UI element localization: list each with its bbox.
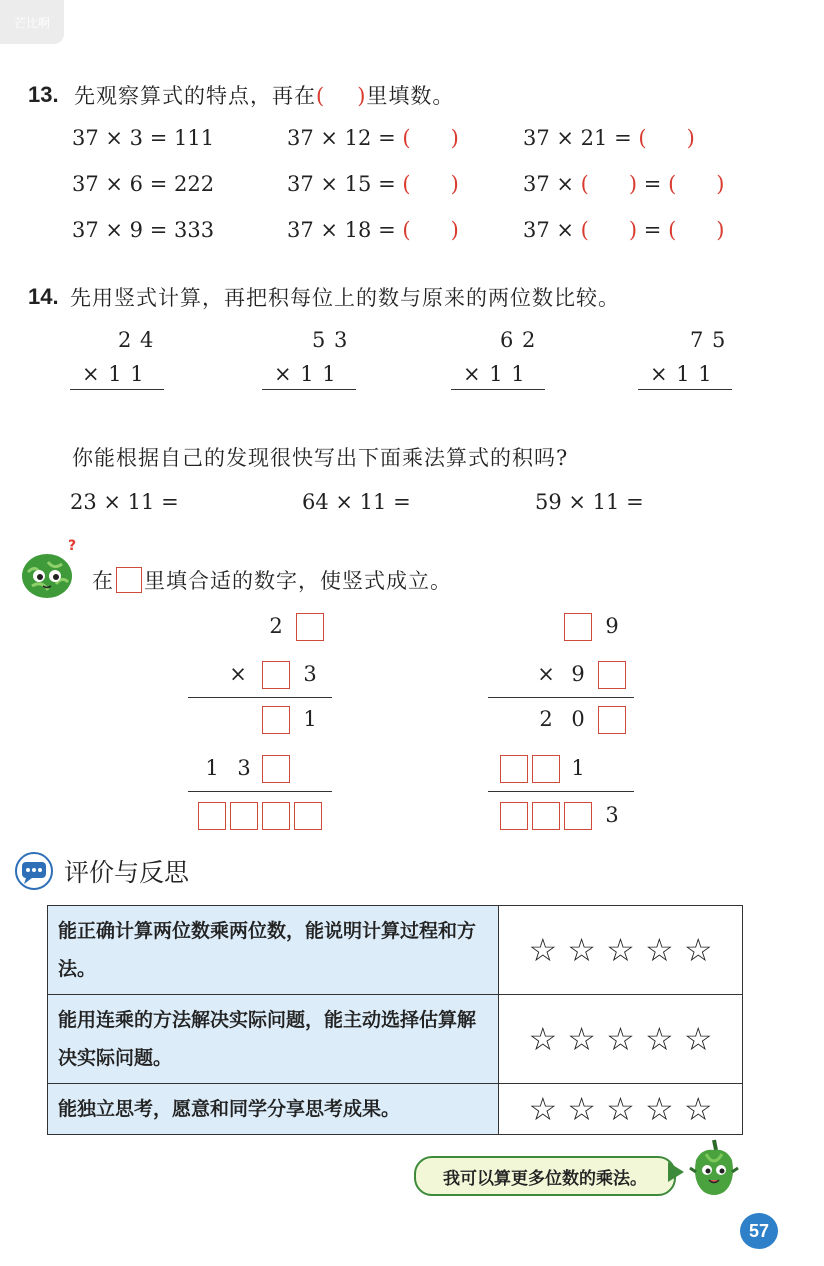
puzzle-input-box[interactable]	[262, 661, 290, 689]
speech-bubble-tail	[668, 1162, 684, 1182]
q13-instruction: 先观察算式的特点，再在( )里填数。	[74, 84, 455, 108]
puzzle-input-box[interactable]	[262, 755, 290, 783]
q13-equation: 37 × 18 = ( )	[287, 218, 459, 242]
answer-blank[interactable]: ( )	[580, 172, 638, 196]
criterion-cell: 能正确计算两位数乘两位数，能说明计算过程和方法。	[48, 906, 499, 995]
vertical-top: 6 2	[500, 328, 536, 352]
evaluation-table	[47, 905, 743, 1135]
puzzle-input-box[interactable]	[500, 755, 528, 783]
puzzle-digit: 3	[303, 662, 317, 686]
puzzle-input-box[interactable]	[598, 706, 626, 734]
puzzle-digit: 1	[303, 707, 317, 731]
vertical-top: 2 4	[118, 328, 154, 352]
chat-bubble-icon	[14, 852, 54, 890]
q14-equation: 23 × 11 =	[70, 490, 179, 514]
multiply-sign: ×	[229, 662, 247, 686]
q14-equation: 59 × 11 =	[535, 490, 644, 514]
vertical-bottom: × 1 1	[82, 362, 144, 386]
table-row	[48, 906, 743, 995]
vertical-bottom: × 1 1	[650, 362, 712, 386]
puzzle-input-box[interactable]	[532, 755, 560, 783]
star-rating[interactable]	[499, 995, 743, 1084]
q13-equation: 37 × 15 = ( )	[287, 172, 459, 196]
q14-equation: 64 × 11 =	[302, 490, 411, 514]
vertical-line	[488, 697, 634, 698]
star-icon[interactable]: ☆ ☆ ☆ ☆ ☆	[528, 1090, 713, 1128]
puzzle-input-box[interactable]	[262, 706, 290, 734]
puzzle-input-box[interactable]	[262, 802, 290, 830]
evaluation-title: 评价与反思	[64, 858, 190, 887]
watermark: 芒比啊	[0, 0, 64, 44]
puzzle-input-box[interactable]	[500, 802, 528, 830]
vertical-line	[488, 791, 634, 792]
fill-box-sample	[116, 567, 142, 593]
puzzle-input-box[interactable]	[564, 613, 592, 641]
vertical-line	[451, 389, 545, 390]
vertical-line	[70, 389, 164, 390]
puzzle-input-box[interactable]	[598, 661, 626, 689]
puzzle-digit: 3	[237, 756, 251, 780]
vertical-top: 5 3	[312, 328, 348, 352]
criterion-cell: 能独立思考，愿意和同学分享思考成果。	[48, 1084, 499, 1135]
vertical-line	[638, 389, 732, 390]
puzzle-input-box[interactable]	[294, 802, 322, 830]
puzzle-input-box[interactable]	[198, 802, 226, 830]
star-icon[interactable]: ☆ ☆ ☆ ☆ ☆	[528, 931, 713, 969]
criterion-cell: 能用连乘的方法解决实际问题，能主动选择估算解决实际问题。	[48, 995, 499, 1084]
answer-blank[interactable]: ( )	[402, 126, 459, 150]
star-rating[interactable]	[499, 1084, 743, 1135]
star-icon[interactable]: ☆ ☆ ☆ ☆ ☆	[528, 1020, 713, 1058]
answer-blank[interactable]: ( )	[638, 126, 695, 150]
q13-equation: 37 × 3 = 111	[72, 126, 215, 150]
vertical-top: 7 5	[690, 328, 726, 352]
q14-number: 14.	[28, 284, 59, 309]
answer-blank[interactable]: ( )	[668, 172, 725, 196]
table-row	[48, 995, 743, 1084]
puzzle-digit: 0	[571, 707, 585, 731]
q13-equation: 37 × 6 = 222	[72, 172, 215, 196]
puzzle-instruction: 在 里填合适的数字，使竖式成立。	[92, 569, 452, 593]
answer-blank[interactable]: ( )	[402, 172, 459, 196]
puzzle-input-box[interactable]	[532, 802, 560, 830]
puzzle-digit: 9	[605, 614, 619, 638]
q13-equation: 37 × ( ) = ( )	[523, 218, 725, 242]
puzzle-input-box[interactable]	[230, 802, 258, 830]
q14-instruction: 先用竖式计算，再把积每位上的数与原来的两位数比较。	[70, 286, 620, 310]
puzzle-digit: 1	[205, 756, 219, 780]
answer-blank[interactable]: ( )	[580, 218, 638, 242]
puzzle-input-box[interactable]	[296, 613, 324, 641]
puzzle-digit: 2	[539, 707, 553, 731]
q13-equation: 37 × 21 = ( )	[523, 126, 695, 150]
puzzle-digit: 3	[605, 803, 619, 827]
answer-blank[interactable]: ( )	[668, 218, 725, 242]
vertical-line	[188, 697, 332, 698]
vertical-line	[188, 791, 332, 792]
q13-equation: 37 × 12 = ( )	[287, 126, 459, 150]
q14-question: 你能根据自己的发现很快写出下面乘法算式的积吗?	[72, 446, 569, 470]
multiply-sign: ×	[537, 662, 555, 686]
vertical-bottom: × 1 1	[463, 362, 525, 386]
vertical-line	[262, 389, 356, 390]
puzzle-digit: 1	[571, 756, 585, 780]
star-rating[interactable]	[499, 906, 743, 995]
page-number: 57	[740, 1213, 778, 1249]
speech-bubble: 我可以算更多位数的乘法。	[414, 1156, 676, 1196]
puzzle-digit: 9	[571, 662, 585, 686]
pepper-mascot-icon	[686, 1138, 742, 1200]
question-mark-icon: ?	[68, 538, 77, 554]
puzzle-digit: 2	[269, 614, 283, 638]
answer-blank[interactable]: ( )	[402, 218, 459, 242]
q13-equation: 37 × 9 = 333	[72, 218, 215, 242]
table-row	[48, 1084, 743, 1135]
q13-number: 13.	[28, 82, 59, 107]
puzzle-input-box[interactable]	[564, 802, 592, 830]
q13-equation: 37 × ( ) = ( )	[523, 172, 725, 196]
vertical-bottom: × 1 1	[274, 362, 336, 386]
